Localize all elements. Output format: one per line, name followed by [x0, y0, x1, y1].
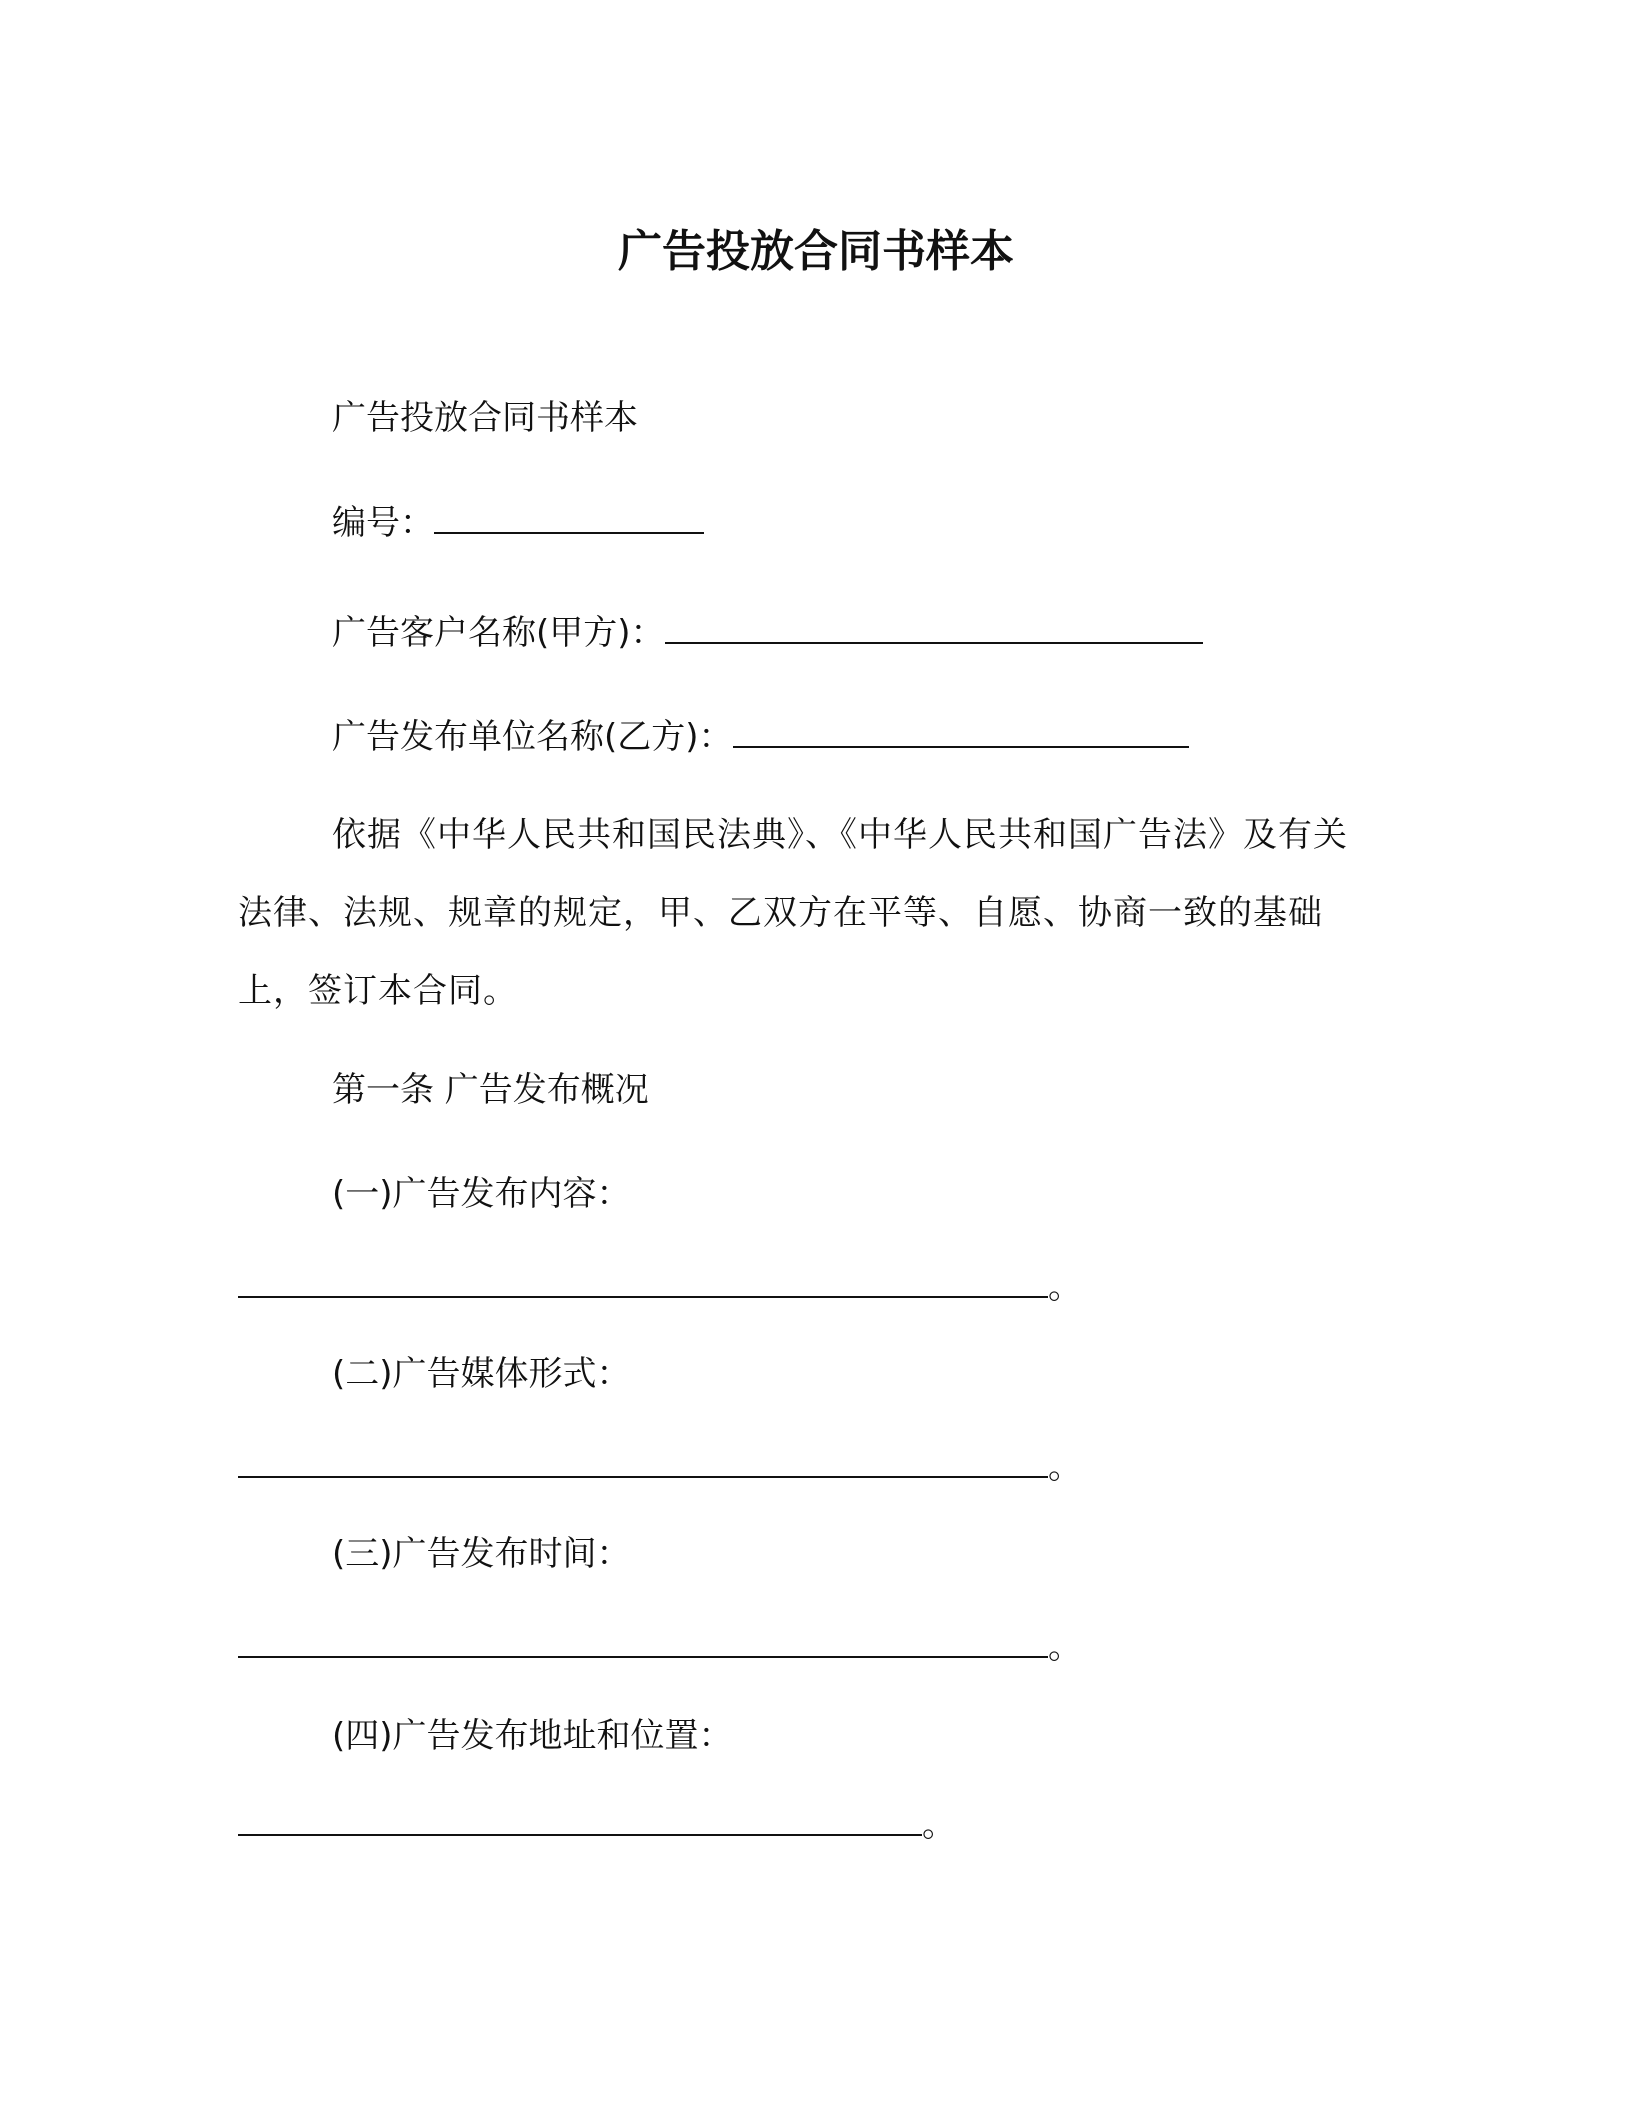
- item-2-blank-row: [238, 1442, 1082, 1491]
- publisher-label: 广告发布单位名称(乙方)：: [332, 717, 733, 757]
- item-4-blank[interactable]: [238, 1800, 922, 1836]
- item-3-blank-row: [238, 1622, 1082, 1671]
- number-blank[interactable]: [434, 498, 704, 534]
- item-1-label: (一)广告发布内容：: [332, 1174, 631, 1214]
- item-4-blank-row: [238, 1800, 956, 1849]
- publisher-row: [332, 712, 1189, 761]
- number-row: [332, 498, 704, 547]
- number-label: 编号：: [332, 503, 434, 543]
- client-blank[interactable]: [665, 608, 1203, 644]
- item-3-blank[interactable]: [238, 1622, 1048, 1658]
- document-title: 广告投放合同书样本: [618, 226, 1014, 277]
- document-subtitle: 广告投放合同书样本: [332, 398, 638, 438]
- publisher-blank[interactable]: [733, 712, 1189, 748]
- item-2-label: (二)广告媒体形式：: [332, 1354, 631, 1394]
- client-label: 广告客户名称(甲方)：: [332, 613, 665, 653]
- item-3-label: (三)广告发布时间：: [332, 1534, 631, 1574]
- item-1-blank[interactable]: [238, 1262, 1048, 1298]
- item-4-label: (四)广告发布地址和位置：: [332, 1716, 733, 1756]
- item-2-end: 。: [1048, 1447, 1082, 1487]
- item-4-end: 。: [922, 1805, 956, 1845]
- article-1-heading: 第一条 广告发布概况: [332, 1070, 649, 1110]
- item-1-end: 。: [1048, 1267, 1082, 1307]
- item-3-end: 。: [1048, 1627, 1082, 1667]
- item-2-blank[interactable]: [238, 1442, 1048, 1478]
- item-1-blank-row: [238, 1262, 1082, 1311]
- intro-paragraph: 依据《中华人民共和国民法典》、《中华人民共和国广告法》及有关法律、法规、规章的规定，甲、乙双方在平等、自愿、协商一致的基础上，签订本合同。: [238, 815, 1348, 1011]
- client-row: [332, 608, 1203, 657]
